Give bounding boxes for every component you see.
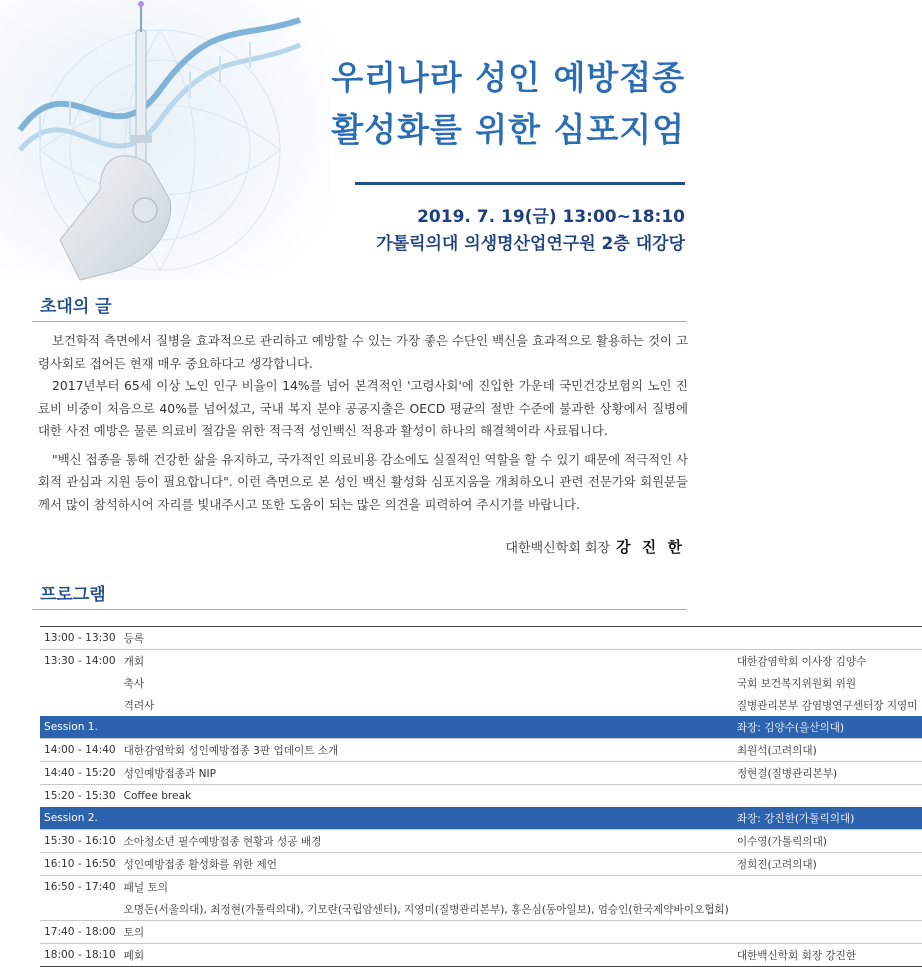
- invitation-paragraph-3: "백신 접종을 통해 건강한 삶을 유지하고, 국가적인 의료비용 감소에도 실질적인 역할을 할 수 있기 때문에 적극적인 사회적 관심과 지원 등이 필요합니다". 이런 측면으로 본 성인 백신 활성화 심포지움을 개최하오니 관련 전문가와 회원분들께서 많이 참석하시어 자리를 빛내주시고 또한 도움이 되는 많은 의견을 피력하여 주시기를 바랍니다.: [38, 451, 688, 512]
- signature-name: 강 진 한: [616, 538, 685, 556]
- program-time: [40, 672, 120, 694]
- program-speaker: [733, 876, 922, 899]
- header-banner: [0, 0, 727, 290]
- invitation-paragraph-2: 2017년부터 65세 이상 노인 인구 비율이 14%를 넘어 본격적인 '고령사회'에 진입한 가운데 국민건강보험의 노인 진료비 비중이 처음으로 40%를 넘어섰고, 국내 복지 분야 공공지출은 OECD 평균의 절반 수준에 불과한 상황에서 질병에 대한 사전 예방은 물론 의료비 절감을 위한 적극적 성인백신 적용과 활성이 하나의 해결책이라 사료됩니다.: [38, 378, 688, 438]
- program-speaker: 최원석(고려의대): [733, 739, 922, 762]
- program-title: 토의: [120, 921, 733, 944]
- program-time: [40, 898, 120, 921]
- program-speaker: 좌장: 강진한(가톨릭의대): [733, 807, 922, 830]
- program-row: [40, 739, 922, 762]
- program-time: 14:00 - 14:40: [40, 739, 120, 762]
- program-time: 15:20 - 15:30: [40, 785, 120, 808]
- program-title: 성인예방접종과 NIP: [120, 762, 733, 785]
- program-row: [40, 672, 922, 694]
- program-time: 13:00 - 13:30: [40, 627, 120, 650]
- program-speaker: 좌장: 김양수(을산의대): [733, 716, 922, 739]
- program-title: 대한감염학회 성인예방접종 3판 업데이트 소개: [120, 739, 733, 762]
- program-row: [40, 944, 922, 967]
- program-title: 개회: [120, 650, 733, 673]
- session-row: [40, 807, 922, 830]
- program-speaker: 질병관리본부 감염병연구센터장 지영미: [736, 699, 918, 712]
- program-title: 폐회: [120, 944, 733, 967]
- invitation-heading: 초대의 글: [40, 297, 112, 317]
- title-divider: [355, 182, 685, 185]
- syringe-dna-illustration: [0, 0, 330, 280]
- program-row: [40, 650, 922, 673]
- program-title: 격려사: [123, 699, 155, 712]
- program-title: [120, 807, 733, 830]
- program-speaker: 대한백신학회 회장 강진한: [733, 944, 922, 967]
- program-row: [40, 785, 922, 808]
- program-speaker: [733, 785, 922, 808]
- program-time: 16:10 - 16:50: [40, 853, 120, 876]
- event-venue: 가톨릭의대 의생명산업연구원 2층 대강당: [376, 234, 685, 254]
- program-speaker: [733, 921, 922, 944]
- program-title: 등록: [120, 627, 733, 650]
- program-heading: 프로그램: [40, 585, 106, 605]
- program-title: [120, 716, 733, 739]
- program-speaker: 이수영(가톨릭의대): [733, 830, 922, 853]
- program-title: Coffee break: [120, 785, 733, 808]
- program-time: 18:00 - 18:10: [40, 944, 120, 967]
- program-speaker: 국회 보건복지위원회 위원: [736, 677, 857, 690]
- signature-title: 대한백신학회 회장: [505, 541, 611, 556]
- program-divider: [32, 609, 687, 610]
- invitation-divider: [32, 321, 687, 322]
- program-time: 17:40 - 18:00: [40, 921, 120, 944]
- session-row: [40, 716, 922, 739]
- program-table: [40, 626, 922, 967]
- program-row: [40, 853, 922, 876]
- signature: [505, 536, 685, 557]
- program-time: 14:40 - 15:20: [40, 762, 120, 785]
- program-speaker: 정희진(고려의대): [733, 853, 922, 876]
- program-time: 13:30 - 14:00: [40, 650, 120, 673]
- program-title: 소아청소년 필수예방접종 현황과 성공 배경: [120, 830, 733, 853]
- program-row: [40, 830, 922, 853]
- program-speaker: [733, 898, 922, 921]
- program-time: 16:50 - 17:40: [40, 876, 120, 899]
- program-speaker: 대한감염학회 이사장 김양수: [733, 650, 922, 673]
- program-time: Session 2.: [40, 807, 120, 830]
- page-title-line1: 우리나라 성인 예방접종: [331, 58, 685, 97]
- program-time: 15:30 - 16:10: [40, 830, 120, 853]
- program-row: [40, 627, 922, 650]
- program-speaker: [733, 627, 922, 650]
- page-title-line2: 활성화를 위한 심포지엄: [331, 110, 685, 149]
- program-speaker: 정현결(질병관리본부): [733, 762, 922, 785]
- program-row: [40, 921, 922, 944]
- program-row: [40, 762, 922, 785]
- program-title: 축사: [123, 677, 145, 690]
- invitation-body: [38, 330, 688, 516]
- program-title: 패널 토의: [120, 876, 733, 899]
- event-date: 2019. 7. 19(금) 13:00~18:10: [417, 207, 685, 227]
- program-title: 성인예방접종 활성화를 위한 제언: [120, 853, 733, 876]
- program-time: [40, 694, 120, 716]
- program-row: [40, 694, 922, 716]
- program-title: 오명돈(서울의대), 최정현(가톨릭의대), 기모란(국립암센터), 지영미(질병관리본부), 홍은심(동아일보), 엄승인(한국제약바이오협회): [123, 903, 729, 916]
- program-time: Session 1.: [40, 716, 120, 739]
- invitation-paragraph-1: 보건학적 측면에서 질병을 효과적으로 관리하고 예방할 수 있는 가장 좋은 수단인 백신을 효과적으로 활용하는 것이 고령사회로 접어든 현재 매우 중요하다고 생각합니다.: [38, 333, 688, 371]
- program-row: [40, 876, 922, 899]
- program-row: [40, 898, 922, 921]
